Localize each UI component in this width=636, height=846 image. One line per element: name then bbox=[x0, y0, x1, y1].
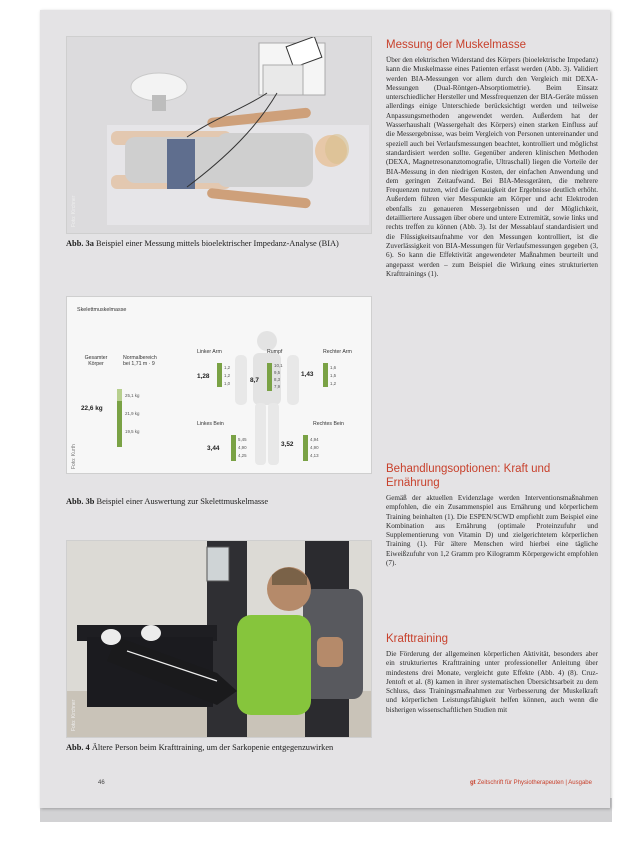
segment-value-right-leg: 3,52 bbox=[281, 441, 294, 448]
total-body-label-line1: Gesamter bbox=[84, 355, 108, 361]
figure-3b-chart bbox=[66, 296, 372, 474]
segment-name-right-arm: Rechter Arm bbox=[323, 349, 352, 355]
segment-tick-trunk-3: 8,3 bbox=[274, 377, 281, 382]
strength-training-illustration bbox=[67, 541, 371, 737]
section-heading: Krafttraining bbox=[386, 633, 449, 645]
section-body: Gemäß der aktuellen Evidenzlage werden Interventionsmaßnahmen empfohlen, die ein Zusammenspiel aus Ernährung und körperlichem Training beinhalten (1). Die ESPEN/SCWD empfiehlt zum Beispiel eine Kombination aus Ernährung (optimale Proteinzufuhr und Supplementierung von Vitamin D) und zielgerichtetem körperlichen Training (1). Für ältere Menschen wird hierbei eine tägliche Eiweißzufuhr von 1,2 Gramm pro Kilogramm Körpergewicht empfohlen (7). bbox=[386, 494, 598, 568]
segment-bar-right-arm bbox=[323, 363, 328, 387]
segment-bar-left-arm bbox=[217, 363, 222, 387]
segment-tick-left-arm-2: 1,2 bbox=[224, 373, 231, 378]
segment-tick-left-leg-3: 4,25 bbox=[238, 453, 247, 458]
segment-name-left-arm: Linker Arm bbox=[197, 349, 222, 355]
segment-tick-trunk-4: 7,9 bbox=[274, 384, 281, 389]
figure-3a-photo bbox=[66, 36, 372, 234]
section-heading: Messung der Muskelmasse bbox=[386, 39, 526, 51]
journal-footer bbox=[470, 780, 592, 786]
page-number: 46 bbox=[98, 780, 105, 786]
segment-tick-right-arm-2: 1,5 bbox=[330, 373, 337, 378]
bia-measurement-illustration bbox=[67, 37, 371, 233]
figure-3b-caption bbox=[66, 496, 366, 507]
segment-bar-trunk bbox=[267, 363, 272, 391]
figure-4-credit: Foto: Kirchner bbox=[71, 699, 77, 731]
segment-tick-trunk-2: 9,5 bbox=[274, 370, 281, 375]
figure-4-caption-text: Ältere Person beim Krafttraining, um der Sarkopenie entgegenzuwirken bbox=[89, 743, 334, 752]
figure-3b-caption-text: Beispiel einer Auswertung zur Skelettmuskelmasse bbox=[94, 497, 269, 506]
figure-4-caption bbox=[66, 742, 370, 753]
segment-tick-right-leg-3: 4,13 bbox=[310, 453, 319, 458]
normal-range-label-line1: Normalbereich bbox=[123, 355, 157, 361]
section-strength-training bbox=[386, 632, 598, 715]
journal-name: Zeitschrift für Physiotherapeuten | Ausgabe bbox=[477, 780, 592, 786]
segment-value-trunk: 8,7 bbox=[250, 377, 259, 384]
segment-bar-left-leg bbox=[231, 435, 236, 461]
journal-prefix: gt bbox=[470, 780, 476, 786]
segment-tick-right-leg-1: 4,94 bbox=[310, 437, 319, 442]
figure-4-photo bbox=[66, 540, 372, 738]
segment-name-trunk: Rumpf bbox=[267, 349, 283, 355]
segment-tick-trunk-1: 10,1 bbox=[274, 363, 283, 368]
total-value: 22,6 kg bbox=[81, 405, 103, 412]
figure-3a-credit: Foto: Kirchner bbox=[71, 195, 77, 227]
figure-3a-caption-text: Beispiel einer Messung mittels bioelektrischer Impedanz-Analyse (BIA) bbox=[93, 239, 339, 248]
segment-value-left-arm: 1,28 bbox=[197, 373, 210, 380]
segment-value-left-leg: 3,44 bbox=[207, 445, 220, 452]
segment-name-left-leg: Linkes Bein bbox=[197, 421, 224, 427]
figure-3a-caption-label: Abb. 3a bbox=[66, 239, 94, 248]
figure-3b-credit: Foto: Kurth bbox=[71, 444, 77, 469]
segment-tick-right-leg-2: 4,90 bbox=[310, 445, 319, 450]
total-body-label bbox=[79, 355, 113, 367]
segment-tick-left-leg-1: 5,45 bbox=[238, 437, 247, 442]
segment-tick-left-leg-2: 4,90 bbox=[238, 445, 247, 450]
total-scale-high: 25,1 kg bbox=[125, 393, 140, 398]
figure-3b-caption-label: Abb. 3b bbox=[66, 497, 95, 506]
segment-tick-right-arm-3: 1,2 bbox=[330, 381, 337, 386]
figure-4-caption-label: Abb. 4 bbox=[66, 743, 90, 752]
figure-3a-caption bbox=[66, 238, 366, 249]
total-value-bar bbox=[117, 401, 122, 447]
section-body: Über den elektrischen Widerstand des Körpers (bioelektrische Impedanz) kann die Muskelmasse eines Patienten erfasst werden (Abb. 3). Validiert werden BIA-Messungen vor allem durch den Vergleich mit DEXA-Messungen (Dual-Röntgen-Absorptiometrie). Beim Einsatz unterschiedlicher Hersteller und Messfrequenzen der BIA-Geräte müssen allerdings einige Unterschiede berücksichtigt werden und teilweise Anpassungsmethoden angewendet werden. Außerdem hat der Wasserhaushalt (Wassergehalt des Körpers) einen starken Einfluss auf die Messergebnisse, was beim Vergleich von Personen untereinander und speziell auch bei Verlaufsmessungen beachtet, kontrolliert und möglichst standardisiert werden sollte. Gegenüber anderen klinischen Methoden (DEXA, Magnetresonanztomografie, Ultraschall) liegen die Vorteile der BIA-Messung in den niedrigen Kosten, der einfachen Anwendung und dem geringen Zeitaufwand. Bei BIA-Messgeräten, die mehrere Frequenzen nutzen, wird die Genauigkeit der Ergebnisse deutlich erhöht. Außerdem führen vier Messpunkte am Körper und acht Elektroden ebenfalls zu genaueren Messergebnissen und der Möglichkeit, detailliertere Aussagen über obere und untere Extremität, sowie links und rechts treffen zu können (Abb. 3). Ist der Messablauf standardisiert und die Flüssigkeitsaufnahme vor den Messungen kontrolliert, ist die Zuverlässigkeit von BIA-Messungen für Verlaufsmessungen gegeben (3, 6). So kann die Effektivität angewendeter Maßnahmen beurteilt und angepasst werden – zum Beispiel die Wirkung eines strukturierten Krafttrainings (1). bbox=[386, 56, 598, 278]
section-body: Die Förderung der allgemeinen körperlichen Aktivität, besonders aber ein strukturiertes Krafttraining unter professioneller Anleitung über mindestens drei Monate, vergleicht gute Effekte (Abb. 4) (8). Cruz-Jentoft et al. (8) kamen in ihrer systematischen Übersichtsarbeit zu dem Schluss, dass Trainingsmaßnahmen zur Verbesserung der Muskelkraft und körperlichen Leistungsfähigkeit helfen können, auch wenn die bisherigen wissenschaftlichen Studien mit bbox=[386, 650, 598, 714]
segment-tick-left-arm-3: 1,0 bbox=[224, 381, 231, 386]
total-scale-low: 19,5 kg bbox=[125, 429, 140, 434]
total-scale-mid: 21,9 kg bbox=[125, 411, 140, 416]
segment-value-right-arm: 1,43 bbox=[301, 371, 314, 378]
segment-tick-right-arm-1: 1,6 bbox=[330, 365, 337, 370]
normal-range-label bbox=[123, 355, 157, 367]
chart-panel-title: Skelettmuskelmasse bbox=[77, 307, 127, 313]
normal-range-label-line2: bei 1,71 m · 9 bbox=[123, 361, 155, 367]
section-treatment-options bbox=[386, 462, 598, 568]
segment-bar-right-leg bbox=[303, 435, 308, 461]
segment-name-right-leg: Rechtes Bein bbox=[313, 421, 344, 427]
section-muscle-mass bbox=[386, 38, 598, 279]
section-heading: Behandlungsoptionen: Kraft und Ernährung bbox=[386, 463, 551, 489]
total-body-label-line2: Körper bbox=[88, 361, 104, 367]
segment-tick-left-arm-1: 1,2 bbox=[224, 365, 231, 370]
